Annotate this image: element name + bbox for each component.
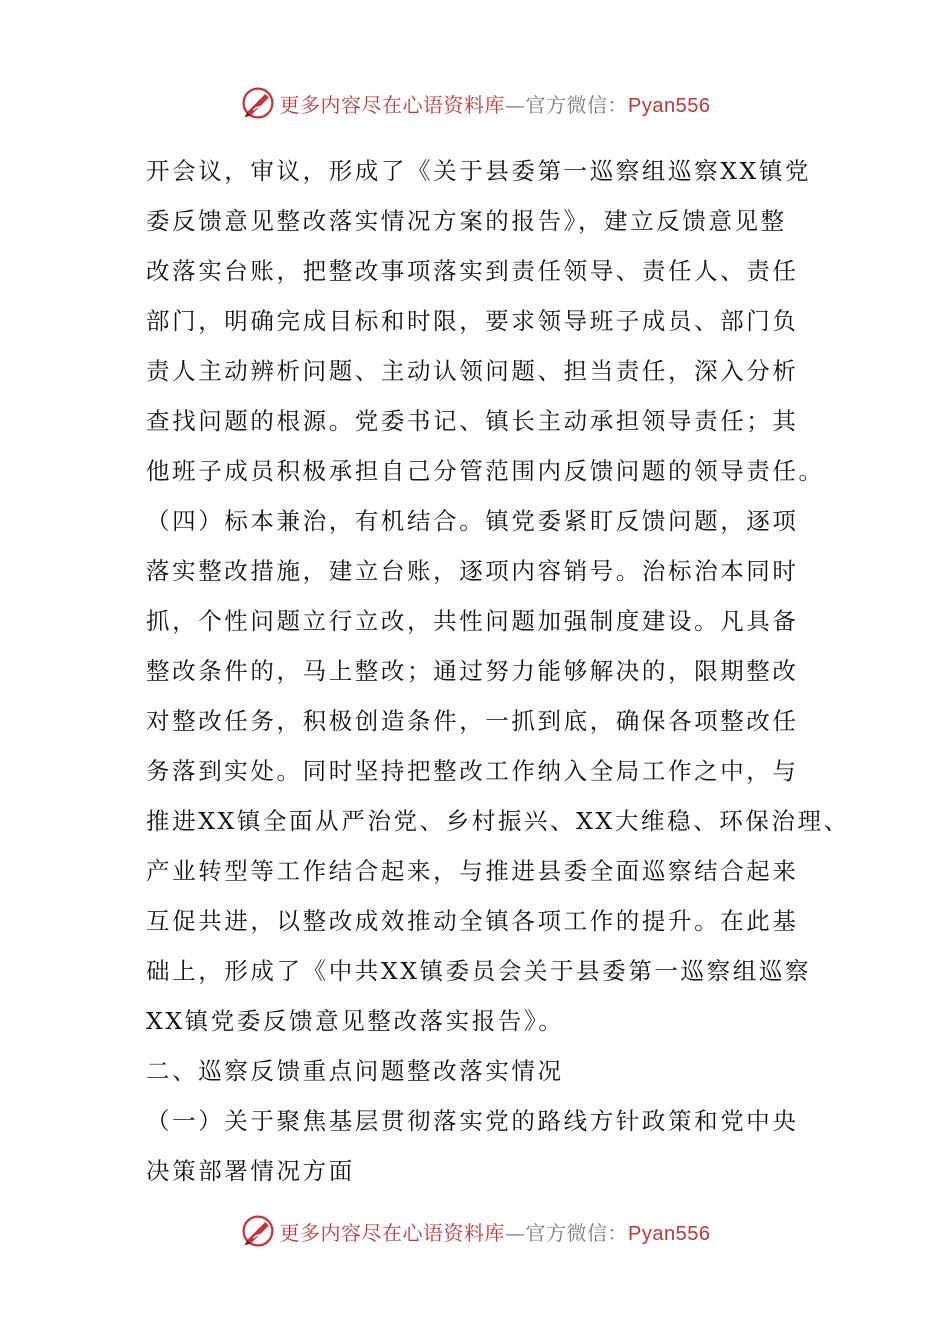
banner-text [280,89,711,118]
text-line: 产业转型等工作结合起来，与推进县委全面巡察结合起来 [146,857,799,885]
text-line: 对整改任务，积极创造条件，一抓到底，确保各项整改任 [146,707,799,735]
pen-logo-icon [240,1213,276,1249]
header-banner [0,83,950,123]
banner-dash: — [505,92,526,117]
subsection-heading-1: （一）关于聚焦基层贯彻落实党的路线方针政策和党中央 [146,1107,799,1135]
text-line: 开会议，审议，形成了《关于县委第一巡察组巡察XX镇党 [146,157,812,185]
text-line: 落实整改措施，建立台账，逐项内容销号。治标治本同时 [146,557,799,585]
pen-logo-icon [240,85,276,121]
section-heading-4: （四）标本兼治，有机结合。镇党委紧盯反馈问题，逐项 [146,507,799,535]
text-line: 委反馈意见整改落实情况方案的报告》，建立反馈意见整 [146,207,787,235]
banner-dash: — [505,1220,526,1245]
text-line: 互促共进，以整改成效推动全镇各项工作的提升。在此基 [146,907,799,935]
text-line: 部门，明确完成目标和时限，要求领导班子成员、部门负 [146,307,799,335]
document-body [146,146,850,1196]
section-heading-2: 二、巡察反馈重点问题整改落实情况 [146,1057,564,1085]
banner-wechat-id: Pyan556 [628,94,711,117]
banner-main-text: 更多内容尽在心语资料库 [279,1220,506,1245]
text-line: 决策部署情况方面 [146,1157,355,1185]
banner-sub-text: 官方微信： [525,92,629,117]
text-line: 务落到实处。同时坚持把整改工作纳入全局工作之中，与 [146,757,799,785]
footer-banner [0,1211,950,1251]
text-line: 础上，形成了《中共XX镇委员会关于县委第一巡察组巡察 [146,957,812,985]
text-line: 抓，个性问题立行立改，共性问题加强制度建设。凡具备 [146,607,799,635]
banner-text [280,1217,711,1246]
text-line: 改落实台账，把整改事项落实到责任领导、责任人、责任 [146,257,799,285]
banner-main-text: 更多内容尽在心语资料库 [279,92,506,117]
banner-sub-text: 官方微信： [525,1220,629,1245]
text-line: 推进XX镇全面从严治党、乡村振兴、XX大维稳、环保治理、 [146,807,850,835]
text-line: XX镇党委反馈意见整改落实报告》。 [146,1007,565,1035]
text-line: 整改条件的，马上整改；通过努力能够解决的，限期整改 [146,657,799,685]
text-line: 查找问题的根源。党委书记、镇长主动承担领导责任；其 [146,407,799,435]
text-line: 他班子成员积极承担自己分管范围内反馈问题的领导责任。 [146,457,825,485]
text-line: 责人主动辨析问题、主动认领问题、担当责任，深入分析 [146,357,799,385]
banner-wechat-id: Pyan556 [628,1222,711,1245]
